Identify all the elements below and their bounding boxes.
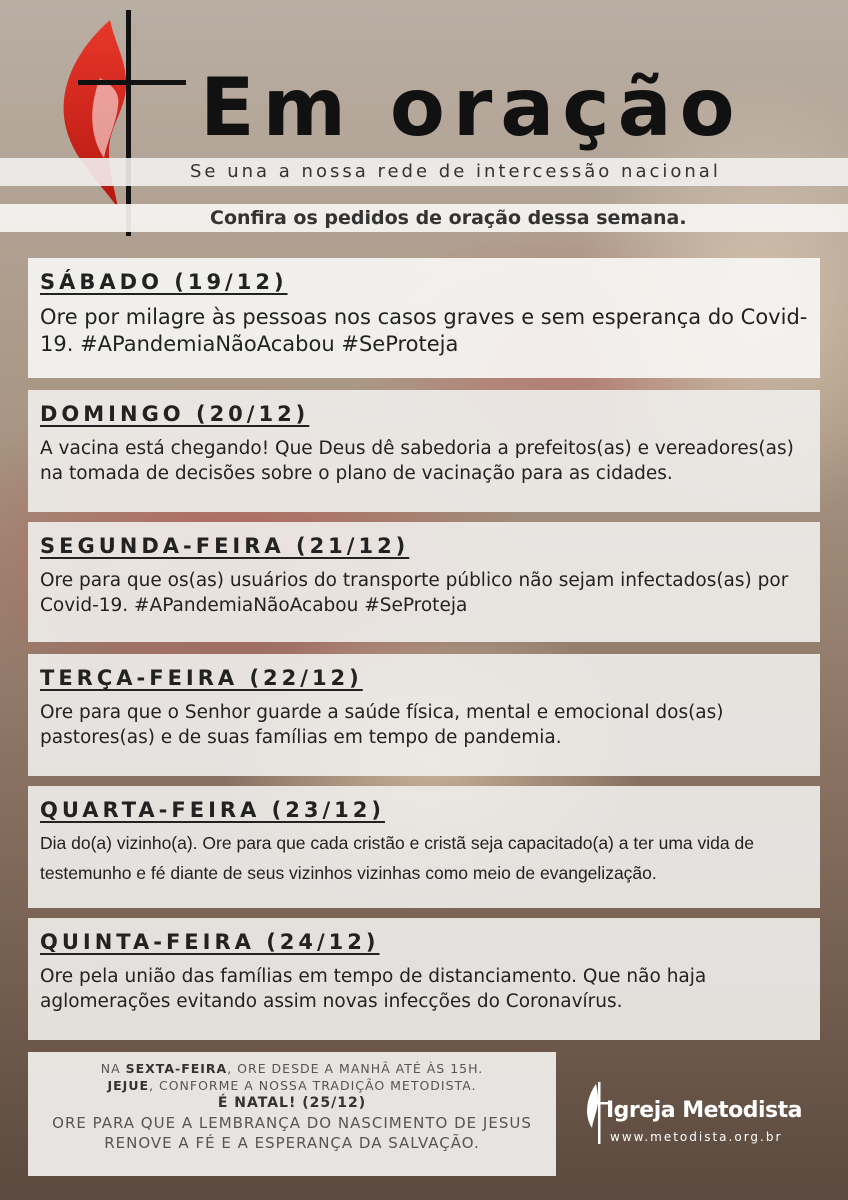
day-label: TERÇA-FEIRA (22/12) bbox=[40, 666, 363, 690]
brand-name: Igreja Metodista bbox=[606, 1098, 802, 1123]
footer-note bbox=[28, 1052, 556, 1176]
day-label: QUARTA-FEIRA (23/12) bbox=[40, 798, 385, 822]
day-label: QUINTA-FEIRA (24/12) bbox=[40, 930, 380, 954]
page-title: Em oração bbox=[200, 61, 743, 154]
day-text: Ore para que os(as) usuários do transporte público não sejam infectados(as) por Covid-19. #APandemiaNãoAcabou #SeProteja bbox=[40, 570, 789, 616]
day-text: Ore para que o Senhor guarde a saúde física, mental e emocional dos(as) pastores(as) e de suas famílias em tempo de pandemia. bbox=[40, 702, 724, 748]
day-card-sabado bbox=[28, 258, 820, 378]
instruction-text: Confira os pedidos de oração dessa semana. bbox=[210, 207, 687, 229]
day-card-domingo bbox=[28, 390, 820, 512]
day-card-quinta bbox=[28, 918, 820, 1040]
day-text: Dia do(a) vizinho(a). Ore para que cada cristão e cristã seja capacitado(a) a ter uma vida de testemunho e fé diante de seus vizinhos vizinhas como meio de evangelização. bbox=[40, 833, 754, 883]
closing-text: ORE PARA QUE A LEMBRANÇA DO NASCIMENTO DE JESUS RENOVE A FÉ E A ESPERANÇA DA SALVAÇÃO. bbox=[52, 1114, 532, 1152]
day-card-terca bbox=[28, 654, 820, 776]
day-label: SEGUNDA-FEIRA (21/12) bbox=[40, 534, 410, 558]
brand-url: www.metodista.org.br bbox=[610, 1130, 783, 1144]
day-card-segunda bbox=[28, 522, 820, 642]
day-text: A vacina está chegando! Que Deus dê sabedoria a prefeitos(as) e vereadores(as) na tomada de decisões sobre o plano de vacinação para as cidades. bbox=[40, 438, 794, 484]
day-card-quarta bbox=[28, 786, 820, 908]
footer-line-2: JEJUE, CONFORME A NOSSA TRADIÇÃO METODISTA. bbox=[107, 1078, 477, 1093]
day-label: DOMINGO (20/12) bbox=[40, 402, 310, 426]
day-text: Ore por milagre às pessoas nos casos graves e sem esperança do Covid-19. #APandemiaNãoAcabou #SeProteja bbox=[40, 305, 808, 356]
day-label: SÁBADO (19/12) bbox=[40, 270, 288, 294]
natal-heading: É NATAL! (25/12) bbox=[217, 1095, 367, 1111]
subtitle: Se una a nossa rede de intercessão nacional bbox=[190, 161, 721, 182]
footer-line-1: NA SEXTA-FEIRA, ORE DESDE A MANHÃ ATÉ ÀS 15H. bbox=[100, 1061, 484, 1076]
day-text: Ore pela união das famílias em tempo de distanciamento. Que não haja aglomerações evitando assim novas infecções do Coronavírus. bbox=[40, 966, 707, 1012]
